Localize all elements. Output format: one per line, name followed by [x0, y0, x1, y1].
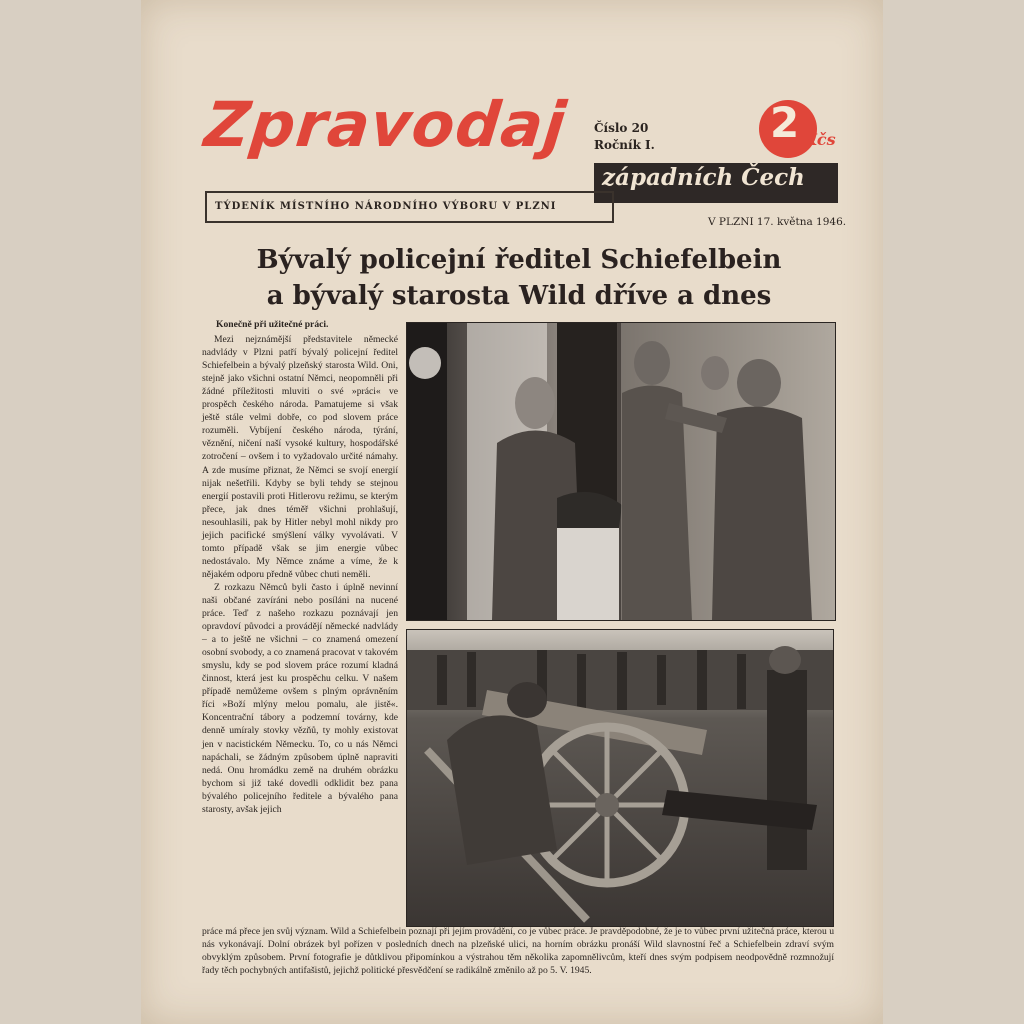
- article-paragraph-2: Z rozkazu Němců byli často i úplně nevinní naši občané zavíráni nebo posíláni na nucené práce. Teď z našeho rozkazu poznávají jen opravdoví původci a provádějí německé nadvlády – a to ještě ne všichni – co znamená omezení osobní svobody, a co znamená pracovat v takovém smyslu, kdy se pod slovem práce rozumí kladná činnost, která jest ku prospěchu celku. V našem případě nemůžeme ovšem s plným oprávněním říci »Boží mlýny melou pomalu, ale jistě«. Koncentrační tábory a podzemní továrny, kde denně umíraly stovky vězňů, ty mohly existovat jen v nacistickém Německu. To, co u nás Němci napáchali, se žádným způsobem úplně napraviti nedá. Onu hromádku země na druhém obrázku bychom si již také dovedli odklidit bez pana bývalého policejního ředitele a bývalého pana starosty, avšak jejich: [202, 581, 398, 815]
- issue-number: Číslo 20: [594, 121, 649, 135]
- scan-background-right: [883, 0, 1024, 1024]
- article-paragraph-1: Mezi nejznámější představitele německé nadvlády v Plzni patří bývalý policejní ředitel Schiefelbein a bývalý plzeňský starosta Wild. Oni, stejně jako všichni ostatní Němci, neopomněli při žádné příležitosti mluviti o své »práci« ve prospěch českého národa. Pamatujeme si však ještě stále velmi dobře, co pod slovem práce rozuměli. Vybíjení českého národa, týrání, věznění, ničení naší vysoké kultury, hospodářské zotročení – ovšem i to vyžadovalo určité námahy. A zde musíme přiznat, že Němci se svojí energií nijak nešetřili. Kdyby se byli tehdy se stejnou energií postavili proti Hitlerovu režimu, se kterým přece, jak dnes téměř všichni prohlašují, nesouhlasili, pak by Hitler nebyl mohl nikdy pro jejich pacifické smýšlení války vyvolávati. V tomto případě však se jim energie vůbec nedostávalo. My Němce známe a víme, že k nějakém odporu předně vůbec chuti neměli.: [202, 334, 398, 580]
- scan-background-left: [0, 0, 141, 1024]
- photo-street-labor: [406, 629, 834, 927]
- subtitle-text: západních Čech: [602, 164, 805, 191]
- masthead-title: Zpravodaj: [201, 88, 571, 161]
- volume-number: Ročník I.: [594, 138, 655, 152]
- price-value: 2: [770, 98, 800, 147]
- issue-info: [594, 120, 655, 154]
- photo-speech-graphic: [407, 323, 835, 620]
- tagline: TÝDENÍK MÍSTNÍHO NÁRODNÍHO VÝBORU V PLZNI: [215, 201, 557, 212]
- article-headline: [205, 242, 833, 314]
- article-column: [202, 318, 398, 816]
- photo-speech-and-salute: [406, 322, 836, 621]
- price-unit: Kčs: [803, 130, 836, 149]
- headline-line-1: Bývalý policejní ředitel Schiefelbein: [256, 245, 782, 275]
- photo-caption: práce má přece jen svůj význam. Wild a Schiefelbein poznají při jejím provádění, co je vůbec práce. Je pravděpodobné, že je to vůbec první užitečná práce, kterou u nás vykonávají. Dolní obrázek byl pořízen v posledních dnech na plzeňské ulici, na horním obrázku pronáší Wild slavnostní řeč a Schiefelbein zdraví svým obvyklým způsobem. První fotografie je důtklivou připomínkou a výstrahou těm několika zapomnělivcům, kteří dnes svým podpisem neodpovědně rozmnožují řady těch pochybných antifašistů, jejichž politické přesvědčení se radikálně změnilo až po 5. V. 1945.: [202, 926, 834, 977]
- headline-line-2: a bývalý starosta Wild dříve a dnes: [266, 281, 772, 311]
- photo-labor-graphic: [407, 630, 833, 926]
- dateline: V PLZNI 17. května 1946.: [708, 216, 847, 228]
- article-lead: Konečně při užitečné práci.: [216, 319, 329, 330]
